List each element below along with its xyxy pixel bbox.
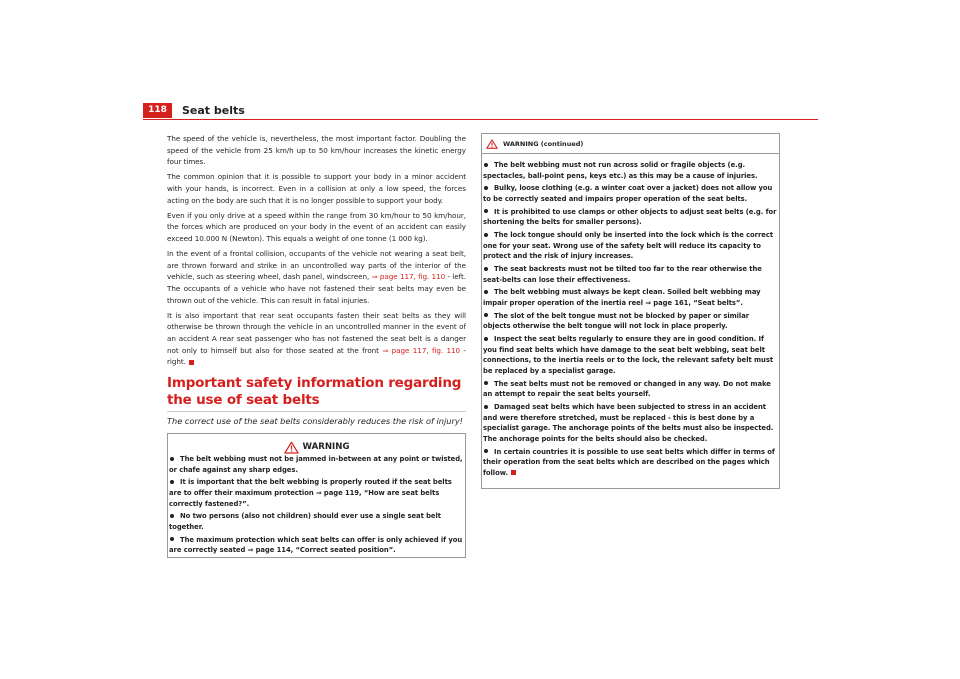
warning-item-text: It is important that the belt webbing is properly routed if the seat belts are to offer their maximum protection ⇒ page 119, “How are seat belts correctly fastened?”. [169, 478, 452, 508]
bullet-dot-icon [484, 233, 488, 237]
bullet-dot-icon [484, 405, 488, 409]
bullet-dot-icon [484, 313, 488, 317]
page-reference-link[interactable]: ⇒ page 117, fig. 110 [371, 272, 446, 282]
bullet-dot-icon [484, 267, 488, 271]
warning-item-text: Bulky, loose clothing (e.g. a winter coat over a jacket) does not allow you to be correctly seated and impairs proper operation of the seat belts. [483, 184, 773, 203]
bullet-dot-icon [170, 480, 174, 484]
section-rule [167, 411, 466, 412]
header-rule [143, 119, 818, 120]
warning-item [483, 287, 778, 308]
bullet-dot-icon [484, 290, 488, 294]
warning-item [483, 379, 778, 400]
warning-item-text: Inspect the seat belts regularly to ensure they are in good condition. If you find seat belts which have damage to the seat belt webbing, seat belt connections, to the inertia reels or to the lock, the relevant safety belt must be replaced by a specialist garage. [483, 335, 774, 375]
warning-item [169, 511, 464, 532]
bullet-dot-icon [484, 449, 488, 453]
warning-item [483, 311, 778, 332]
warning-header [169, 440, 464, 454]
page-header [143, 103, 818, 120]
bullet-dot-icon [484, 381, 488, 385]
warning-item [483, 447, 778, 479]
warning-item [483, 402, 778, 444]
bullet-dot-icon [170, 537, 174, 541]
warning-title: WARNING [302, 442, 350, 453]
section-heading: Important safety information regarding the use of seat belts [167, 375, 462, 409]
warning-item-text: In certain countries it is possible to use seat belts which differ in terms of their operation from the seat belts which are described on the pages which follow. [483, 447, 775, 477]
end-of-section-square-icon [189, 360, 194, 365]
bullet-dot-icon [484, 337, 488, 341]
section-intro: The correct use of the seat belts considerably reduces the risk of injury! [167, 416, 463, 427]
warning-continued-title: WARNING (continued) [503, 139, 584, 148]
left-column [167, 133, 466, 558]
paragraph: The common opinion that it is possible to support your body in a minor accident with your hands, is incorrect. Even in a collision at only a low speed, the forces acting on the body are such that it is no longer possible to support your body. [167, 172, 466, 205]
warning-item-text: It is prohibited to use clamps or other objects to adjust seat belts (e.g. for shortening the belts for smaller persons). [483, 207, 777, 227]
paragraph-text: In the event of a frontal collision, occupants of the vehicle not wearing a seat belt, are thrown forward and strike in an uncontrolled way parts of the interior of the vehicle, such as steering wheel, dash panel, windscreen, [167, 248, 466, 282]
warning-triangle-icon [486, 139, 498, 149]
bullet-dot-icon [170, 457, 174, 461]
warning-item [169, 535, 464, 556]
warning-item-text: No two persons (also not children) should ever use a single seat belt together. [169, 512, 441, 532]
warning-item-text: The maximum protection which seat belts can offer is only achieved if you are correctly seated ⇒ page 114, “Correct seated position”. [169, 535, 463, 555]
warning-item [169, 454, 464, 475]
paragraph-text: - left. The occupants of a vehicle who have not fastened their seat belts may even be thrown out of the vehicle. This can result in fatal injuries. [167, 272, 466, 305]
page-reference-link[interactable]: ⇒ page 117, fig. 110 [382, 345, 461, 355]
bullet-dot-icon [484, 209, 488, 213]
warning-item-text: Damaged seat belts which have been subjected to stress in an accident and were therefore stretched, must be replaced - this is best done by a specialist garage. The anchorage points of the belts must also be inspected. The anchorage points for the belts should also be checked. [483, 403, 774, 443]
warning-item [483, 160, 778, 181]
warning-item [169, 477, 464, 509]
warning-continued-box [481, 133, 780, 489]
bullet-dot-icon [170, 514, 174, 518]
warning-item [483, 334, 778, 376]
warning-item-text: The seat belts must not be removed or changed in any way. Do not make an attempt to repair the seat belts yourself. [483, 379, 771, 399]
paragraph-text: - right. [167, 345, 466, 367]
warning-item-text: The belt webbing must not be jammed in-between at any point or twisted, or chafe against any sharp edges. [169, 455, 463, 474]
page-number: 118 [143, 103, 172, 118]
bullet-dot-icon [484, 163, 488, 167]
warning-item-text: The lock tongue should only be inserted into the lock which is the correct one for your seat. Wrong use of the safety belt will reduce its capacity to protect and the risk of injury increases. [483, 231, 774, 261]
warning-item-text: The belt webbing must not run across solid or fragile objects (e.g. spectacles, ball-point pens, keys etc.) as this may be a cause of injuries. [483, 161, 758, 180]
warning-item-text: The belt webbing must always be kept clean. Soiled belt webbing may impair proper operation of the inertia reel ⇒ page 161, “Seat belts”. [483, 288, 761, 308]
paragraph [167, 310, 466, 369]
end-of-section-square-icon [511, 470, 516, 475]
warning-box [167, 433, 466, 558]
warning-triangle-icon [284, 441, 299, 454]
warning-item [483, 230, 778, 262]
warning-item [483, 207, 778, 228]
warning-continued-header [482, 134, 779, 154]
warning-item [483, 264, 778, 285]
warning-item [483, 183, 778, 204]
bullet-dot-icon [484, 186, 488, 190]
chapter-title: Seat belts [182, 104, 245, 117]
paragraph [167, 248, 466, 307]
paragraph: Even if you only drive at a speed within the range from 30 km/hour to 50 km/hour, the forces which are produced on your body in the event of an accident can easily exceed 10.000 N (Newton). This equals a weight of one tonne (1 000 kg). [167, 210, 466, 243]
warning-item-text: The slot of the belt tongue must not be blocked by paper or similar objects otherwise the belt tongue will not lock in place properly. [483, 311, 750, 331]
paragraph: The speed of the vehicle is, nevertheless, the most important factor. Doubling the speed of the vehicle from 25 km/h up to 50 km/hour increases the kinetic energy four times. [167, 134, 466, 167]
warning-item-text: The seat backrests must not be tilted too far to the rear otherwise the seat-belts can lose their effectiveness. [483, 265, 762, 284]
paragraph-text: It is also important that rear seat occupants fasten their seat belts as they will otherwise be thrown through the vehicle in an uncontrolled manner in the event of an accident A rear seat passenger who has not fastened the seat belt is a danger not only to himself but also for those seated at the front [167, 310, 466, 355]
